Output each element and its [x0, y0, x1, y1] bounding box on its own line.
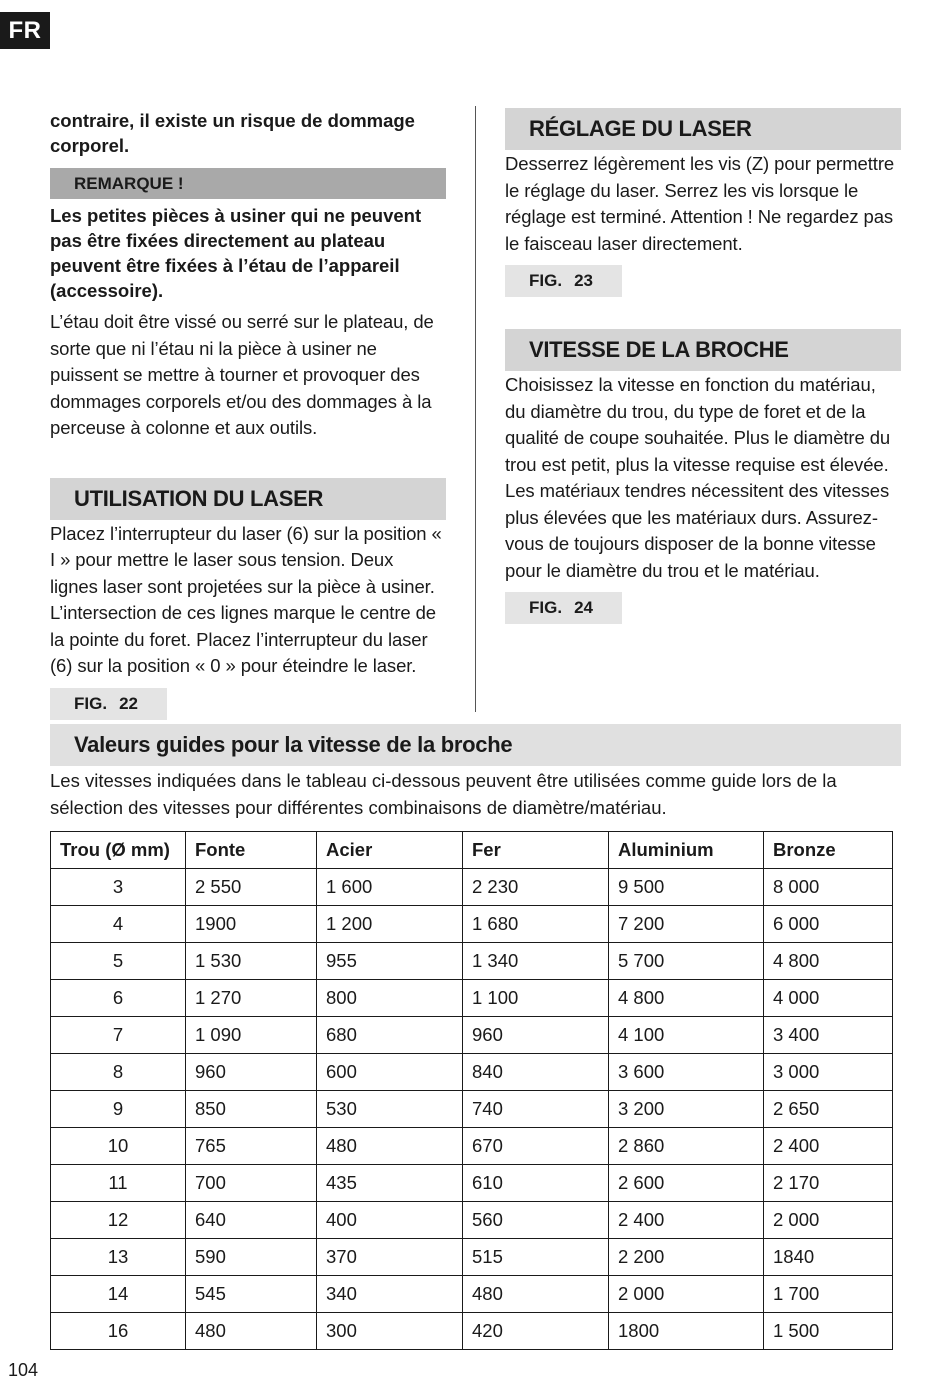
table-cell: 1 500	[764, 1313, 893, 1350]
table-cell: 1 680	[463, 906, 609, 943]
table-cell: 1 340	[463, 943, 609, 980]
column-divider	[475, 106, 476, 712]
table-cell: 960	[463, 1017, 609, 1054]
table-cell: 600	[317, 1054, 463, 1091]
table-cell: 7 200	[609, 906, 764, 943]
table-row	[51, 906, 893, 943]
table-cell: 2 230	[463, 869, 609, 906]
fig-label: FIG.	[529, 271, 563, 290]
table-cell: 13	[51, 1239, 186, 1276]
table-cell: 370	[317, 1239, 463, 1276]
table-cell: 5	[51, 943, 186, 980]
table-row	[51, 1128, 893, 1165]
figure-ref-23	[505, 265, 901, 297]
laser-usage-text: Placez l’interrupteur du laser (6) sur la position « I » pour mettre le laser sous tension. Deux lignes laser sont projetées sur la pièce à usiner. L’intersection de ces lignes marque le centre de la pointe du foret. Placez l’interrupteur du laser (6) sur la position « 0 » pour éteindre le laser.	[50, 522, 442, 676]
table-cell: 2 400	[764, 1128, 893, 1165]
table-cell: 3	[51, 869, 186, 906]
table-cell: 400	[317, 1202, 463, 1239]
note-body-text: L’étau doit être vissé ou serré sur le plateau, de sorte que ni l’étau ni la pièce à usiner ne puissent se mettre à tourner et provoquer des dommages corporels et/ou des dommages à la perceuse à colonne et aux outils.	[50, 311, 434, 438]
spindle-speed-text: Choisissez la vitesse en fonction du matériau, du diamètre du trou, du type de foret et de la qualité de coupe souhaitée. Plus le diamètre du trou est petit, plus la vitesse requise est élevée. Les matériaux tendres nécessitent des vitesses plus élevées que les matériaux durs. Assurez-vous de toujours disposer de la bonne vitesse pour le diamètre du trou et le matériau.	[505, 374, 891, 581]
table-cell: 2 550	[186, 869, 317, 906]
table-cell: 4 100	[609, 1017, 764, 1054]
table-cell: 560	[463, 1202, 609, 1239]
table-cell: 1 530	[186, 943, 317, 980]
table-cell: 3 400	[764, 1017, 893, 1054]
laser-adjust-text: Desserrez légèrement les vis (Z) pour permettre le réglage du laser. Serrez les vis lorsque le réglage est terminé. Attention ! Ne regardez pas le faisceau laser directement.	[505, 153, 895, 254]
table-cell: 2 600	[609, 1165, 764, 1202]
page-number: 104	[8, 1360, 39, 1380]
guide-section	[50, 724, 901, 821]
col-header-bronze: Bronze	[764, 832, 893, 869]
table-cell: 2 000	[609, 1276, 764, 1313]
table-cell: 800	[317, 980, 463, 1017]
table-cell: 1900	[186, 906, 317, 943]
table-cell: 590	[186, 1239, 317, 1276]
fig-number: 23	[574, 271, 593, 290]
table-cell: 670	[463, 1128, 609, 1165]
table-cell: 1 700	[764, 1276, 893, 1313]
table-cell: 480	[463, 1276, 609, 1313]
table-cell: 765	[186, 1128, 317, 1165]
table-cell: 420	[463, 1313, 609, 1350]
table-cell: 840	[463, 1054, 609, 1091]
left-column	[50, 108, 446, 720]
figure-ref-24	[505, 592, 901, 624]
table-cell: 16	[51, 1313, 186, 1350]
table-cell: 1 090	[186, 1017, 317, 1054]
table-cell: 955	[317, 943, 463, 980]
table-cell: 1 100	[463, 980, 609, 1017]
table-cell: 740	[463, 1091, 609, 1128]
table-row	[51, 1202, 893, 1239]
table-cell: 3 000	[764, 1054, 893, 1091]
table-cell: 3 200	[609, 1091, 764, 1128]
laser-usage-heading: UTILISATION DU LASER	[50, 478, 446, 520]
col-header-cast-iron: Fonte	[186, 832, 317, 869]
table-cell: 1840	[764, 1239, 893, 1276]
note-bold-text: Les petites pièces à usiner qui ne peuvent pas être fixées directement au plateau peuvent être fixées à l’étau de l’appareil (accessoire).	[50, 205, 422, 301]
table-row	[51, 980, 893, 1017]
table-row	[51, 1239, 893, 1276]
laser-adjust-heading: RÉGLAGE DU LASER	[505, 108, 901, 150]
table-cell: 7	[51, 1017, 186, 1054]
col-header-hole: Trou (Ø mm)	[51, 832, 186, 869]
table-cell: 4 800	[609, 980, 764, 1017]
table-cell: 700	[186, 1165, 317, 1202]
table-cell: 12	[51, 1202, 186, 1239]
table-cell: 530	[317, 1091, 463, 1128]
figure-ref-22	[50, 688, 446, 720]
table-cell: 3 600	[609, 1054, 764, 1091]
table-cell: 640	[186, 1202, 317, 1239]
table-cell: 8 000	[764, 869, 893, 906]
table-cell: 1 600	[317, 869, 463, 906]
table-cell: 6	[51, 980, 186, 1017]
table-row	[51, 1054, 893, 1091]
table-cell: 680	[317, 1017, 463, 1054]
table-cell: 545	[186, 1276, 317, 1313]
table-row	[51, 1313, 893, 1350]
table-cell: 340	[317, 1276, 463, 1313]
table-cell: 2 200	[609, 1239, 764, 1276]
table-row	[51, 1017, 893, 1054]
fig-number: 22	[119, 693, 138, 713]
table-cell: 1 200	[317, 906, 463, 943]
table-cell: 2 860	[609, 1128, 764, 1165]
table-cell: 850	[186, 1091, 317, 1128]
table-cell: 9	[51, 1091, 186, 1128]
col-header-iron: Fer	[463, 832, 609, 869]
table-cell: 6 000	[764, 906, 893, 943]
table-cell: 480	[186, 1313, 317, 1350]
table-cell: 4 800	[764, 943, 893, 980]
table-header-row	[51, 832, 893, 869]
fig-label: FIG.	[74, 693, 108, 713]
fig-label: FIG.	[529, 598, 563, 617]
table-cell: 11	[51, 1165, 186, 1202]
intro-warning-text: contraire, il existe un risque de dommage corporel.	[50, 110, 415, 156]
spindle-speed-table	[50, 831, 893, 1350]
table-cell: 435	[317, 1165, 463, 1202]
table-row	[51, 1165, 893, 1202]
table-cell: 4 000	[764, 980, 893, 1017]
spindle-speed-heading: VITESSE DE LA BROCHE	[505, 329, 901, 371]
col-header-steel: Acier	[317, 832, 463, 869]
table-cell: 515	[463, 1239, 609, 1276]
table-row	[51, 1091, 893, 1128]
guide-text: Les vitesses indiquées dans le tableau ci-dessous peuvent être utilisées comme guide lors de la sélection des vitesses pour différentes combinaisons de diamètre/matériau.	[50, 770, 837, 818]
table-row	[51, 1276, 893, 1313]
table-cell: 9 500	[609, 869, 764, 906]
table-cell: 5 700	[609, 943, 764, 980]
col-header-aluminium: Aluminium	[609, 832, 764, 869]
table-cell: 4	[51, 906, 186, 943]
table-cell: 14	[51, 1276, 186, 1313]
table-cell: 2 400	[609, 1202, 764, 1239]
table-cell: 2 650	[764, 1091, 893, 1128]
table-cell: 300	[317, 1313, 463, 1350]
table-row	[51, 869, 893, 906]
table-cell: 1 270	[186, 980, 317, 1017]
right-column	[505, 108, 901, 624]
table-cell: 8	[51, 1054, 186, 1091]
table-row	[51, 943, 893, 980]
table-cell: 2 170	[764, 1165, 893, 1202]
guide-heading: Valeurs guides pour la vitesse de la broche	[50, 724, 901, 766]
table-cell: 10	[51, 1128, 186, 1165]
table-cell: 960	[186, 1054, 317, 1091]
fig-number: 24	[574, 598, 593, 617]
table-cell: 2 000	[764, 1202, 893, 1239]
table-cell: 480	[317, 1128, 463, 1165]
language-badge: FR	[0, 12, 50, 49]
table-cell: 610	[463, 1165, 609, 1202]
table-cell: 1800	[609, 1313, 764, 1350]
note-heading: REMARQUE !	[50, 168, 446, 199]
